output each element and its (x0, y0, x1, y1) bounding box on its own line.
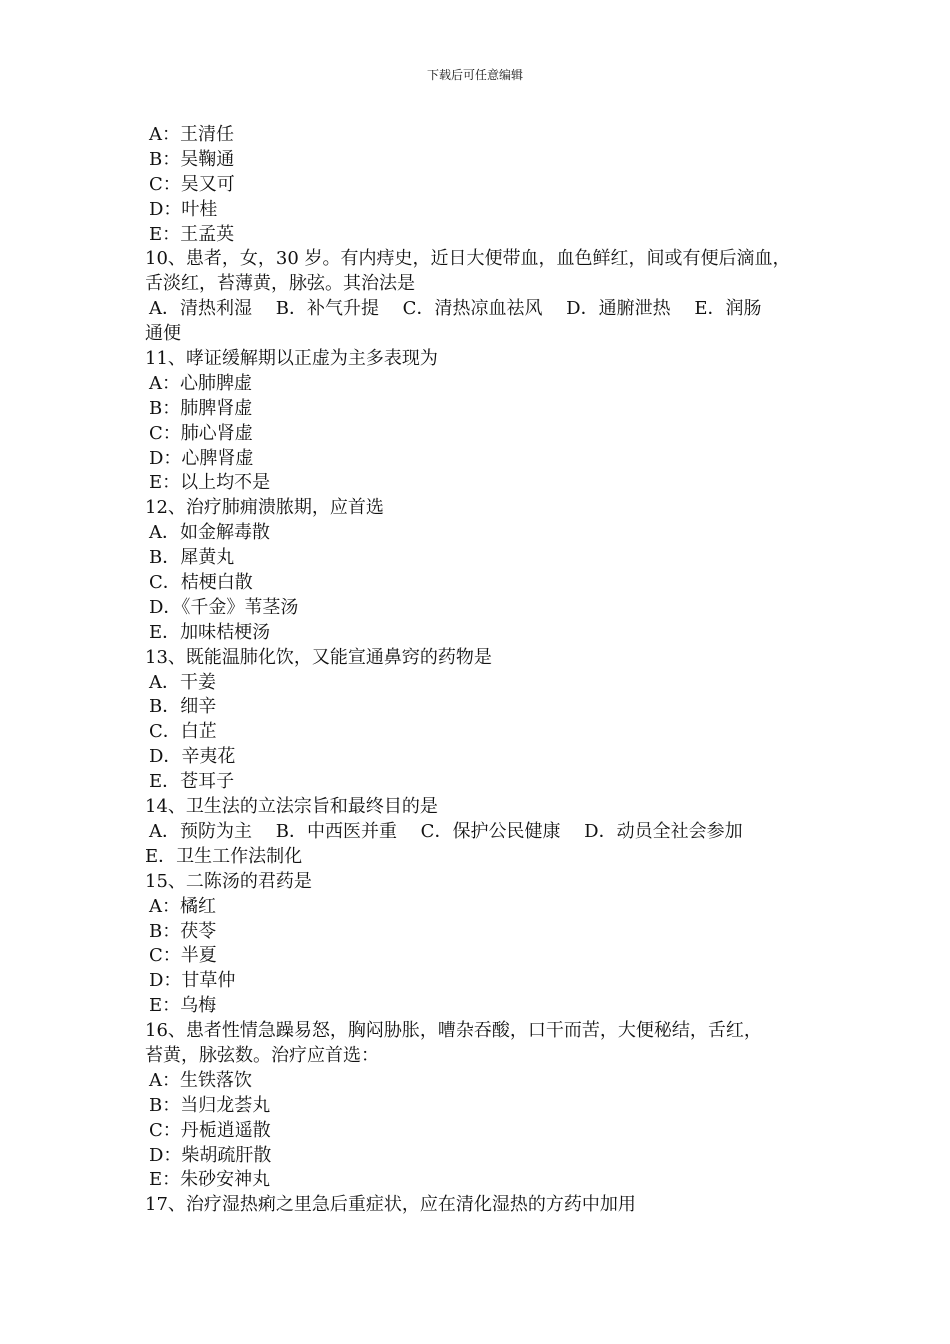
question-text: 通便 (145, 323, 181, 345)
answer-option: B：茯苓 (149, 920, 217, 942)
answer-option: D．辛夷花 (149, 746, 236, 768)
answer-option: C：肺心肾虚 (149, 422, 253, 444)
answer-option: B：吴鞠通 (149, 148, 235, 170)
question-text: 舌淡红，苔薄黄，脉弦。其治法是 (145, 273, 415, 295)
answer-option: C：吴又可 (149, 173, 235, 195)
answer-option: C．白芷 (149, 721, 217, 743)
answer-option: A：心肺脾虚 (149, 372, 252, 394)
question-text: 苔黄，脉弦数。治疗应首选： (145, 1044, 379, 1066)
answer-option: B．犀黄丸 (149, 547, 235, 569)
question-text: 12、治疗肺痈溃脓期，应首选 (145, 497, 384, 519)
question-text: 15、二陈汤的君药是 (145, 870, 312, 892)
answer-option: A．预防为主 B．中西医并重 C．保护公民健康 D．动员全社会参加 (149, 820, 743, 842)
answer-option: A：生铁落饮 (149, 1069, 252, 1091)
question-text: 17、治疗湿热痢之里急后重症状，应在清化湿热的方药中加用 (145, 1194, 636, 1216)
document-body (145, 123, 825, 1218)
answer-option: E：以上均不是 (149, 472, 271, 494)
answer-option: A．清热利湿 B．补气升提 C．清热凉血祛风 D．通腑泄热 E．润肠 (149, 298, 762, 320)
answer-option: B：肺脾肾虚 (149, 397, 253, 419)
question-text: 10、患者，女，30 岁。有内痔史，近日大便带血，血色鲜红，间或有便后滴血， (145, 248, 791, 270)
question-text: 11、哮证缓解期以正虚为主多表现为 (145, 348, 438, 370)
answer-option: A：王清任 (149, 124, 234, 145)
question-text: 16、患者性情急躁易怒，胸闷胁胀，嘈杂吞酸，口干而苦，大便秘结，舌红， (145, 1020, 762, 1042)
answer-option: C．桔梗白散 (149, 572, 253, 594)
answer-option: D：甘草仲 (149, 970, 236, 992)
answer-option: E：王孟英 (149, 223, 235, 245)
answer-option: D：心脾肾虚 (149, 447, 254, 469)
answer-option: A：橘红 (149, 895, 216, 917)
answer-option: B．细辛 (149, 696, 217, 718)
answer-option: D：柴胡疏肝散 (149, 1144, 272, 1166)
question-text: E．卫生工作法制化 (145, 845, 303, 867)
answer-option: D：叶桂 (149, 198, 218, 220)
answer-option: E．苍耳子 (149, 771, 235, 793)
answer-option: A．干姜 (149, 671, 216, 693)
answer-option: E．加味桔梗汤 (149, 621, 271, 643)
question-text: 13、既能温肺化饮，又能宣通鼻窍的药物是 (145, 646, 492, 668)
answer-option: D．《千金》苇茎汤 (149, 596, 299, 618)
page-header: 下载后可任意编辑 (426, 68, 523, 82)
question-text: 14、卫生法的立法宗旨和最终目的是 (145, 796, 438, 818)
answer-option: E：乌梅 (149, 995, 217, 1017)
answer-option: B：当归龙荟丸 (149, 1094, 271, 1116)
answer-option: A．如金解毒散 (149, 522, 270, 544)
answer-option: E：朱砂安神丸 (149, 1169, 271, 1191)
answer-option: C：半夏 (149, 945, 217, 967)
answer-option: C：丹栀逍遥散 (149, 1119, 271, 1141)
